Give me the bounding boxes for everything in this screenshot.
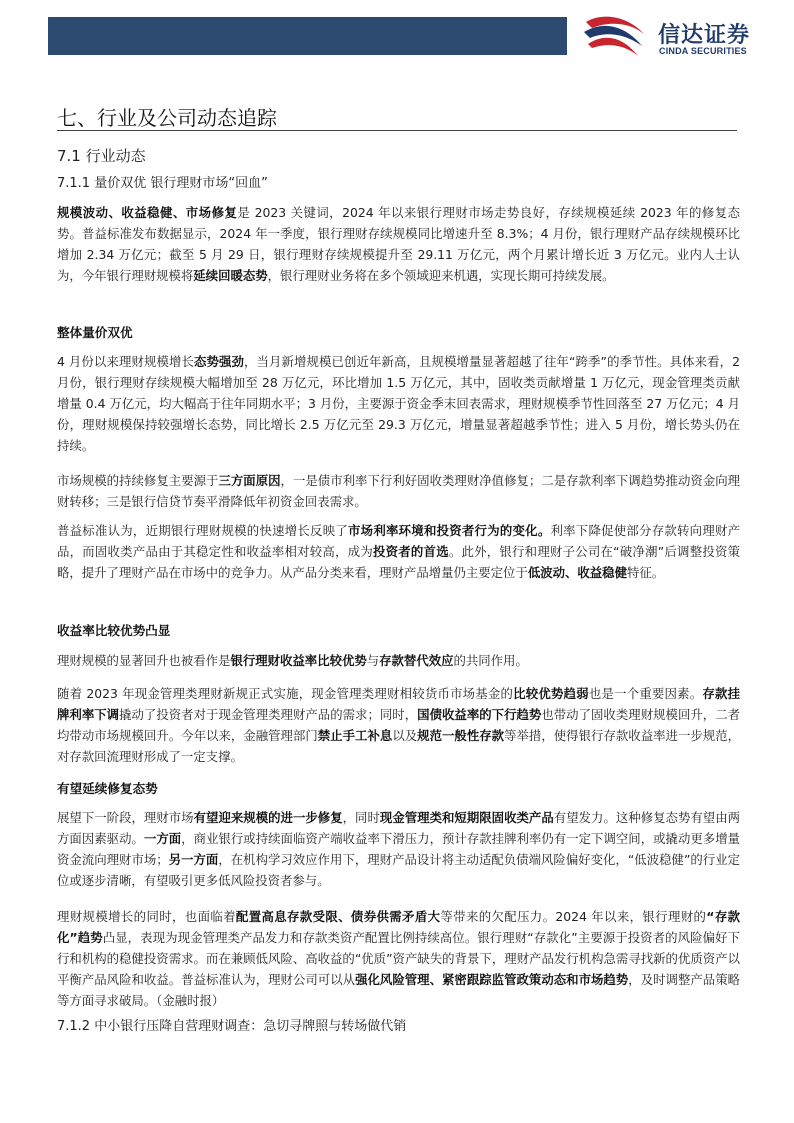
text-run: 凸显，表现为现金管理类产品发力和存款类资产配置比例持续高位。银行理财“存款化”主要源于投资者的风险偏好下行和机构的稳健投资需求。而在兼顾低风险、高收益的“优质”资产缺失的背景下，理财产品发行机构急需寻找新的优质资产以平衡产品风险和收益。普益标准认为，理财公司可以从 xyxy=(57,930,740,987)
company-logo xyxy=(582,14,772,60)
logo-mark-icon xyxy=(582,14,654,60)
bold-phrase: 规范一般性存款 xyxy=(417,728,505,743)
paragraph xyxy=(57,683,740,767)
text-run: 理财规模的显著回升也被看作是 xyxy=(57,653,231,668)
header-bar xyxy=(48,17,567,55)
text-run: 市场规模的持续修复主要源于 xyxy=(57,473,219,488)
bold-phrase: 国债收益率的下行趋势 xyxy=(417,707,542,722)
paragraph xyxy=(57,807,740,891)
text-run: 4 月份以来理财规模增长 xyxy=(57,354,194,369)
text-run: 随着 2023 年现金管理类理财新规正式实施，现金管理类理财相较货币市场基金的 xyxy=(57,686,514,701)
text-run: ，在机构学习效应作用下，理财产品设计将主动适配负债端风险偏好变化，“低波稳健”的行业定位或逐步清晰，有望吸引更多低风险投资者参与。 xyxy=(57,852,741,888)
bold-phrase: 银行理财收益率比较优势 xyxy=(230,653,367,668)
bold-phrase: 另一方面 xyxy=(168,852,219,867)
bold-phrase: 规模波动、收益稳健、市场修复 xyxy=(57,205,238,220)
bold-phrase: 一方面 xyxy=(143,831,182,846)
text-run: 也带动了固收类理财规模回升，二者均带动市场规模回升。今年以来，金融管理部门 xyxy=(57,707,741,743)
bold-phrase: 存款挂牌利率下调 xyxy=(57,686,741,722)
bold-phrase: 态势强劲 xyxy=(193,354,244,369)
bold-phrase: “存款化”趋势 xyxy=(57,909,740,945)
logo-chinese-name: 信达证券 xyxy=(658,23,751,48)
text-run: ，及时调整产品策略等方面寻求破局。（金融时报） xyxy=(57,972,741,1008)
text-run: ，银行理财业务将在多个领域迎来机遇，实现长期可持续发展。 xyxy=(267,268,615,283)
paragraph xyxy=(57,906,740,1011)
bold-phrase: 现金管理类和短期限固收类产品 xyxy=(379,810,554,825)
paragraph xyxy=(57,202,740,286)
text-run: ，一是债市利率下行利好固收类理财净值修复；二是存款利率下调趋势推动资金向理财转移；三是银行信贷节奏平滑降低年初资金回表需求。 xyxy=(57,473,741,509)
paragraph-heading: 整体量价双优 xyxy=(57,325,133,340)
bold-phrase: 存款替代效应 xyxy=(379,653,454,668)
bold-phrase: 三方面原因 xyxy=(218,473,281,488)
bold-phrase: 比较优势趋弱 xyxy=(513,686,589,701)
text-run: 有望发力。这种修复态势有望由两方面因素驱动。 xyxy=(57,810,741,846)
bold-phrase: 有望迎来规模的进一步修复 xyxy=(193,810,343,825)
text-run: 以及 xyxy=(392,728,418,743)
text-run: 的共同作用。 xyxy=(453,653,528,668)
paragraph xyxy=(57,351,740,456)
bold-phrase: 大 xyxy=(427,909,441,924)
text-run: 是 2023 关键词，2024 年以来银行理财市场走势良好，存续规模延续 2023 年的修复态势。普益标准发布数据显示，2024 年一季度，银行理财存续规模同比增速升至 8.3%；4 月份，银行理财产品存续规模环比增加 2.34 万亿元；截至 5 月 29 日，银行理财存续规模提升至 29.11 万亿元，两个月累计增长近 3 万亿元。业内人士认为，今年银行理财规模将 xyxy=(57,205,740,283)
bold-phrase: 禁止手工补息 xyxy=(317,728,393,743)
bold-phrase: 延续回暖态势 xyxy=(193,268,268,283)
text-run: 普益标准认为，近期银行理财规模的快速增长反映了 xyxy=(57,523,349,538)
section-divider xyxy=(57,130,737,131)
text-run: 等举措，使得银行存款收益率进一步规范，对存款回流理财形成了一定支撑。 xyxy=(57,728,741,764)
text-run: ，同时 xyxy=(342,810,380,825)
text-run: ，商业银行或持续面临资产端收益率下滑压力，预计存款挂牌利率仍有一定下调空间，或撬动更多增量资金流向理财市场； xyxy=(57,831,741,867)
text-run: 撬动了投资者对于现金管理类理财产品的需求；同时， xyxy=(119,707,418,722)
text-run: 等带来的欠配压力。2024 年以来，银行理财的 xyxy=(440,909,707,924)
text-run: 展望下一阶段，理财市场 xyxy=(57,810,194,825)
subsection-title: 7.1 行业动态 xyxy=(57,147,146,165)
article-title: 7.1.2 中小银行压降自营理财调查：急切寻牌照与转场做代销 xyxy=(57,1019,407,1034)
text-run: 。此外，银行和理财子公司在“破净潮”后调整投资策略，提升了理财产品在市场中的竞争力。从产品分类来看，理财产品增量仍主要定位于 xyxy=(57,544,741,580)
text-run: 理财规模增长的同时，也面临着 xyxy=(57,909,236,924)
paragraph xyxy=(57,650,740,671)
bold-phrase: 配置高息存款受限、债券供需矛盾 xyxy=(235,909,428,924)
text-run: ，当月新增规模已创近年新高，且规模增量显著超越了往年“跨季”的季节性。具体来看，2 月份，银行理财存续规模大幅增加至 28 万亿元，环比增加 1.5 万亿元，其中，固收类贡献增量 1 万亿元，现金管理类贡献增量 0.4 万亿元，均大幅高于往年同期水平；3 月份，主要源于资金季末回表需求，理财规模季节性回落至 27 万亿元；4 月份，理财规模保持较强增长态势，同比增长 2.5 万亿元至 29.3 万亿元，增量显著超越季节性；进入 5 月份，增长势头仍在持续。 xyxy=(57,354,740,453)
paragraph xyxy=(57,470,740,512)
text-run: 特征。 xyxy=(626,565,665,580)
bold-phrase: 强化风险管理、紧密跟踪监管政策动态和市场趋势 xyxy=(355,972,629,987)
paragraph-heading: 收益率比较优势凸显 xyxy=(57,623,171,638)
text-run: 利率下降促使部分存款转向理财产品，而固收类产品由于其稳定性和收益率相对较高，成为 xyxy=(57,523,741,559)
section-title: 七、行业及公司动态追踪 xyxy=(57,106,277,130)
bold-phrase: 投资者的首选 xyxy=(373,544,449,559)
bold-phrase: 市场利率环境和投资者行为的变化。 xyxy=(348,523,551,538)
paragraph-heading: 有望延续修复态势 xyxy=(57,781,158,796)
logo-english-name: CINDA SECURITIES xyxy=(659,46,747,56)
text-run: 与 xyxy=(366,653,380,668)
paragraph xyxy=(57,520,740,583)
text-run: 也是一个重要因素。 xyxy=(588,686,703,701)
article-title: 7.1.1 量价双优 银行理财市场“回血” xyxy=(57,176,268,191)
bold-phrase: 低波动、收益稳健 xyxy=(527,565,627,580)
